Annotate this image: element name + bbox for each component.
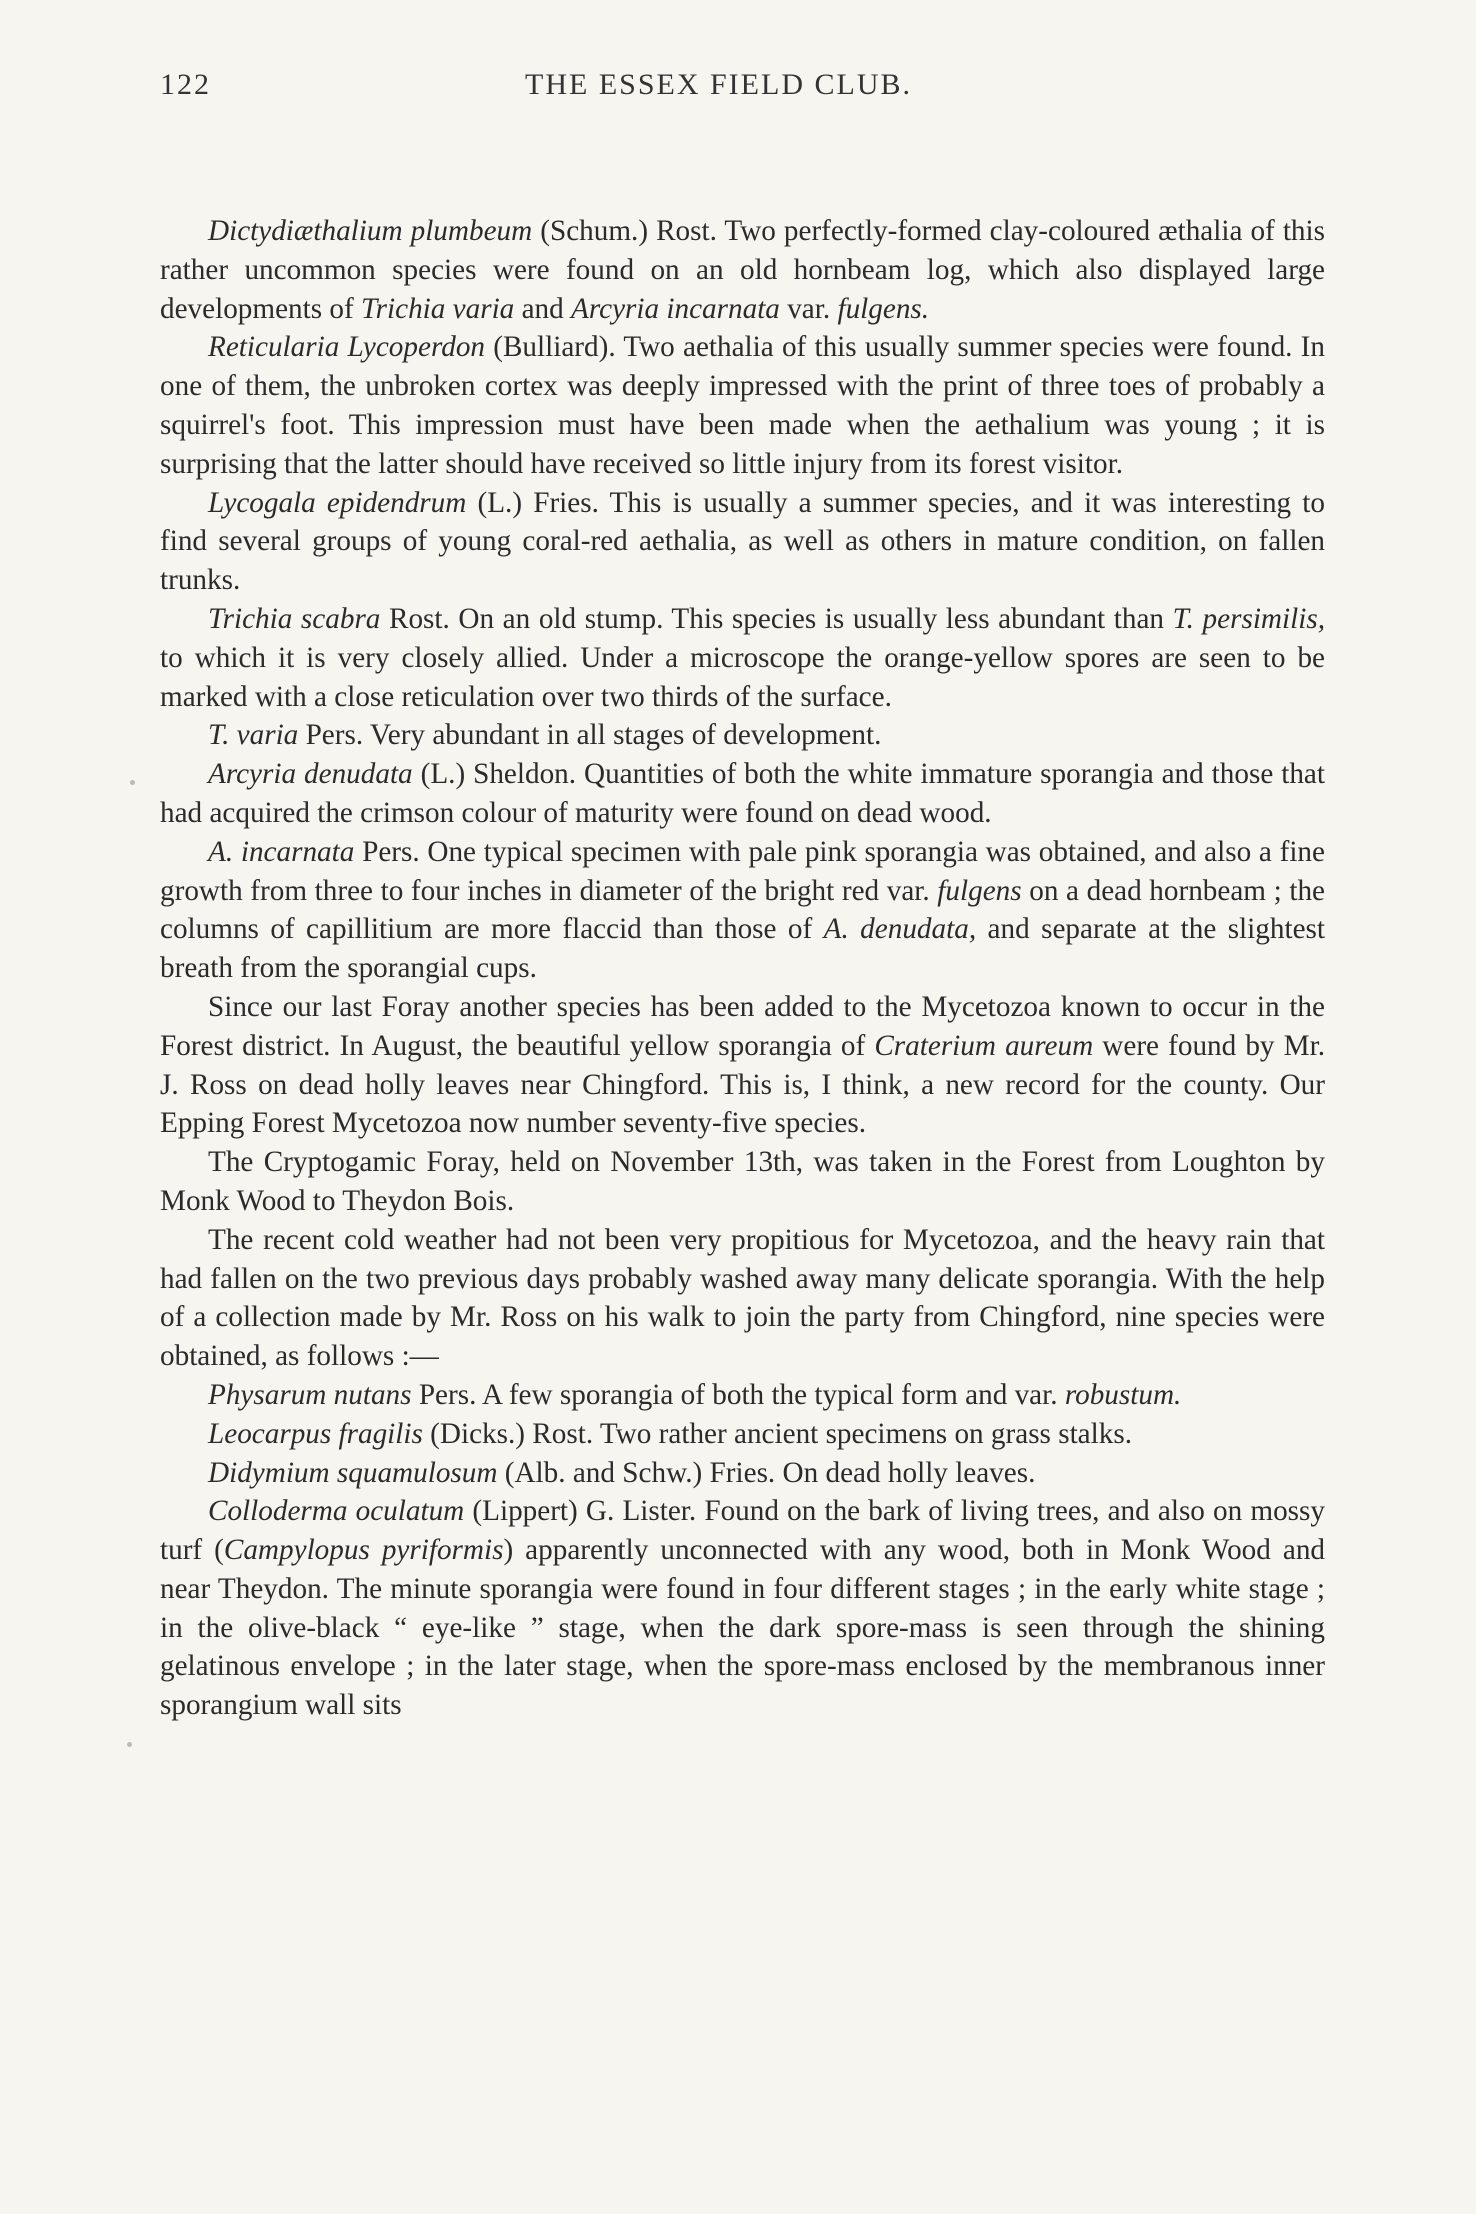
paragraph bbox=[160, 1492, 1325, 1725]
italic-text: Lycogala epidendrum bbox=[208, 486, 467, 519]
text-run: ) apparently unconnected with any wood, both in Monk Wood and near Theydon. The minute sporangia were found in four different stages ; in the early white stage ; in the olive-black “ eye-like ” stage, when the dark spore-mass is seen through the shining gelatinous envelope ; in the later stage, when the spore-mass enclosed by the membranous inner sporangium wall sits bbox=[160, 1534, 1326, 1722]
italic-text: Arcyria denudata bbox=[208, 758, 413, 791]
paragraph bbox=[160, 212, 1325, 328]
paper-speck bbox=[127, 1742, 132, 1747]
italic-text: A. denudata, bbox=[823, 913, 977, 946]
italic-text: Leocarpus fragilis bbox=[208, 1417, 423, 1450]
italic-text: Campylopus pyriformis bbox=[223, 1534, 504, 1567]
italic-text: T. varia bbox=[208, 719, 299, 752]
text-run: (L.) Sheldon. Quantities of both the white immature sporangia and those that had acquired the crimson colour of maturity were found on dead wood. bbox=[160, 758, 1325, 829]
italic-text: fulgens. bbox=[837, 292, 930, 325]
text-run: Since our last Foray another species has been added to the Mycetozoa known to occur in the Forest district. In August, the beautiful yellow sporangia of bbox=[160, 990, 1325, 1062]
paragraph bbox=[160, 1221, 1325, 1376]
text-run: (Dicks.) Rost. Two rather ancient specimens on grass stalks. bbox=[422, 1417, 1132, 1450]
italic-text: Colloderma oculatum bbox=[208, 1495, 465, 1528]
italic-text: Craterium aureum bbox=[874, 1029, 1094, 1062]
running-title: THE ESSEX FIELD CLUB. bbox=[525, 68, 912, 101]
italic-text: Trichia varia bbox=[361, 292, 515, 325]
text-run: and bbox=[514, 292, 572, 325]
italic-text: fulgens bbox=[937, 874, 1022, 907]
italic-text: Dictydiæthalium plumbeum bbox=[208, 215, 533, 247]
paragraph bbox=[160, 600, 1325, 716]
text-run: The Cryptogamic Foray, held on November 13th, was taken in the Forest from Loughton by Monk Wood to Theydon Bois. bbox=[160, 1146, 1325, 1217]
page bbox=[160, 68, 1325, 1725]
paragraph bbox=[160, 988, 1325, 1143]
italic-text: Didymium squamulosum bbox=[208, 1456, 498, 1489]
italic-text: robustum. bbox=[1064, 1378, 1182, 1411]
italic-text: T. persimilis, bbox=[1172, 602, 1325, 635]
paragraph bbox=[160, 1454, 1325, 1493]
italic-text: Trichia scabra bbox=[208, 602, 381, 635]
italic-text: Arcyria incarnata bbox=[571, 292, 780, 325]
paragraph bbox=[160, 328, 1325, 483]
text-run: (L.) Fries. This is usually a summer species, and it was interesting to find several groups of young coral-red aethalia, as well as others in mature condition, on fallen trunks. bbox=[160, 486, 1325, 597]
text-run: Pers. A few sporangia of both the typical form and var. bbox=[411, 1378, 1065, 1411]
text-run: were found by Mr. J. Ross on dead holly leaves near Chingford. This is, I think, a new record for the county. Our Epping Forest Mycetozoa now number seventy-five species. bbox=[160, 1029, 1326, 1140]
paragraph bbox=[160, 755, 1325, 833]
text-run: (Bulliard). Two aethalia of this usually summer species were found. In one of them, the unbroken cortex was deeply impressed with the print of three toes of probably a squirrel's foot. This impression must have been made when the aethalium was young ; it is surprising that the latter should have received so little injury from its forest visitor. bbox=[160, 331, 1325, 480]
text-run: Pers. One typical specimen with pale pink sporangia was obtained, and also a fine growth from three to four inches in diameter of the bright red var. bbox=[160, 835, 1325, 907]
paragraph bbox=[160, 1143, 1325, 1221]
text-run: var. bbox=[779, 292, 838, 325]
page-number: 122 bbox=[160, 68, 211, 101]
paragraph bbox=[160, 484, 1325, 600]
running-header bbox=[160, 68, 1325, 128]
paragraph bbox=[160, 716, 1325, 755]
paragraph bbox=[160, 833, 1325, 988]
italic-text: Reticularia Lycoperdon bbox=[208, 331, 486, 364]
body-text bbox=[160, 212, 1325, 1725]
text-run: (Alb. and Schw.) Fries. On dead holly leaves. bbox=[497, 1456, 1036, 1489]
text-run: Rost. On an old stump. This species is usually less abundant than bbox=[380, 602, 1173, 635]
paper-speck bbox=[130, 780, 135, 785]
text-run: The recent cold weather had not been very propitious for Mycetozoa, and the heavy rain that had fallen on the two previous days probably washed away many delicate sporangia. With the help of a collection made by Mr. Ross on his walk to join the party from Chingford, nine species were obtained, as follows :— bbox=[160, 1223, 1325, 1373]
italic-text: A. incarnata bbox=[208, 835, 355, 868]
text-run: and separate at the slightest breath from the sporangial cups. bbox=[160, 913, 1325, 985]
italic-text: Physarum nutans bbox=[208, 1378, 412, 1411]
paragraph bbox=[160, 1376, 1325, 1415]
text-run: Pers. Very abundant in all stages of development. bbox=[298, 719, 882, 752]
paragraph bbox=[160, 1415, 1325, 1454]
text-run: to which it is very closely allied. Under a microscope the orange-yellow spores are seen to be marked with a close reticulation over two thirds of the surface. bbox=[160, 641, 1325, 713]
text-run: on a dead hornbeam ; the columns of capillitium are more flaccid than those of bbox=[160, 874, 1325, 946]
text-run: (Lippert) G. Lister. Found on the bark of living trees, and also on mossy turf ( bbox=[160, 1495, 1325, 1567]
text-run: (Schum.) Rost. Two perfectly-formed clay-coloured æthalia of this rather uncommon species were found on an old hornbeam log, which also displayed large developments of bbox=[160, 215, 1325, 325]
